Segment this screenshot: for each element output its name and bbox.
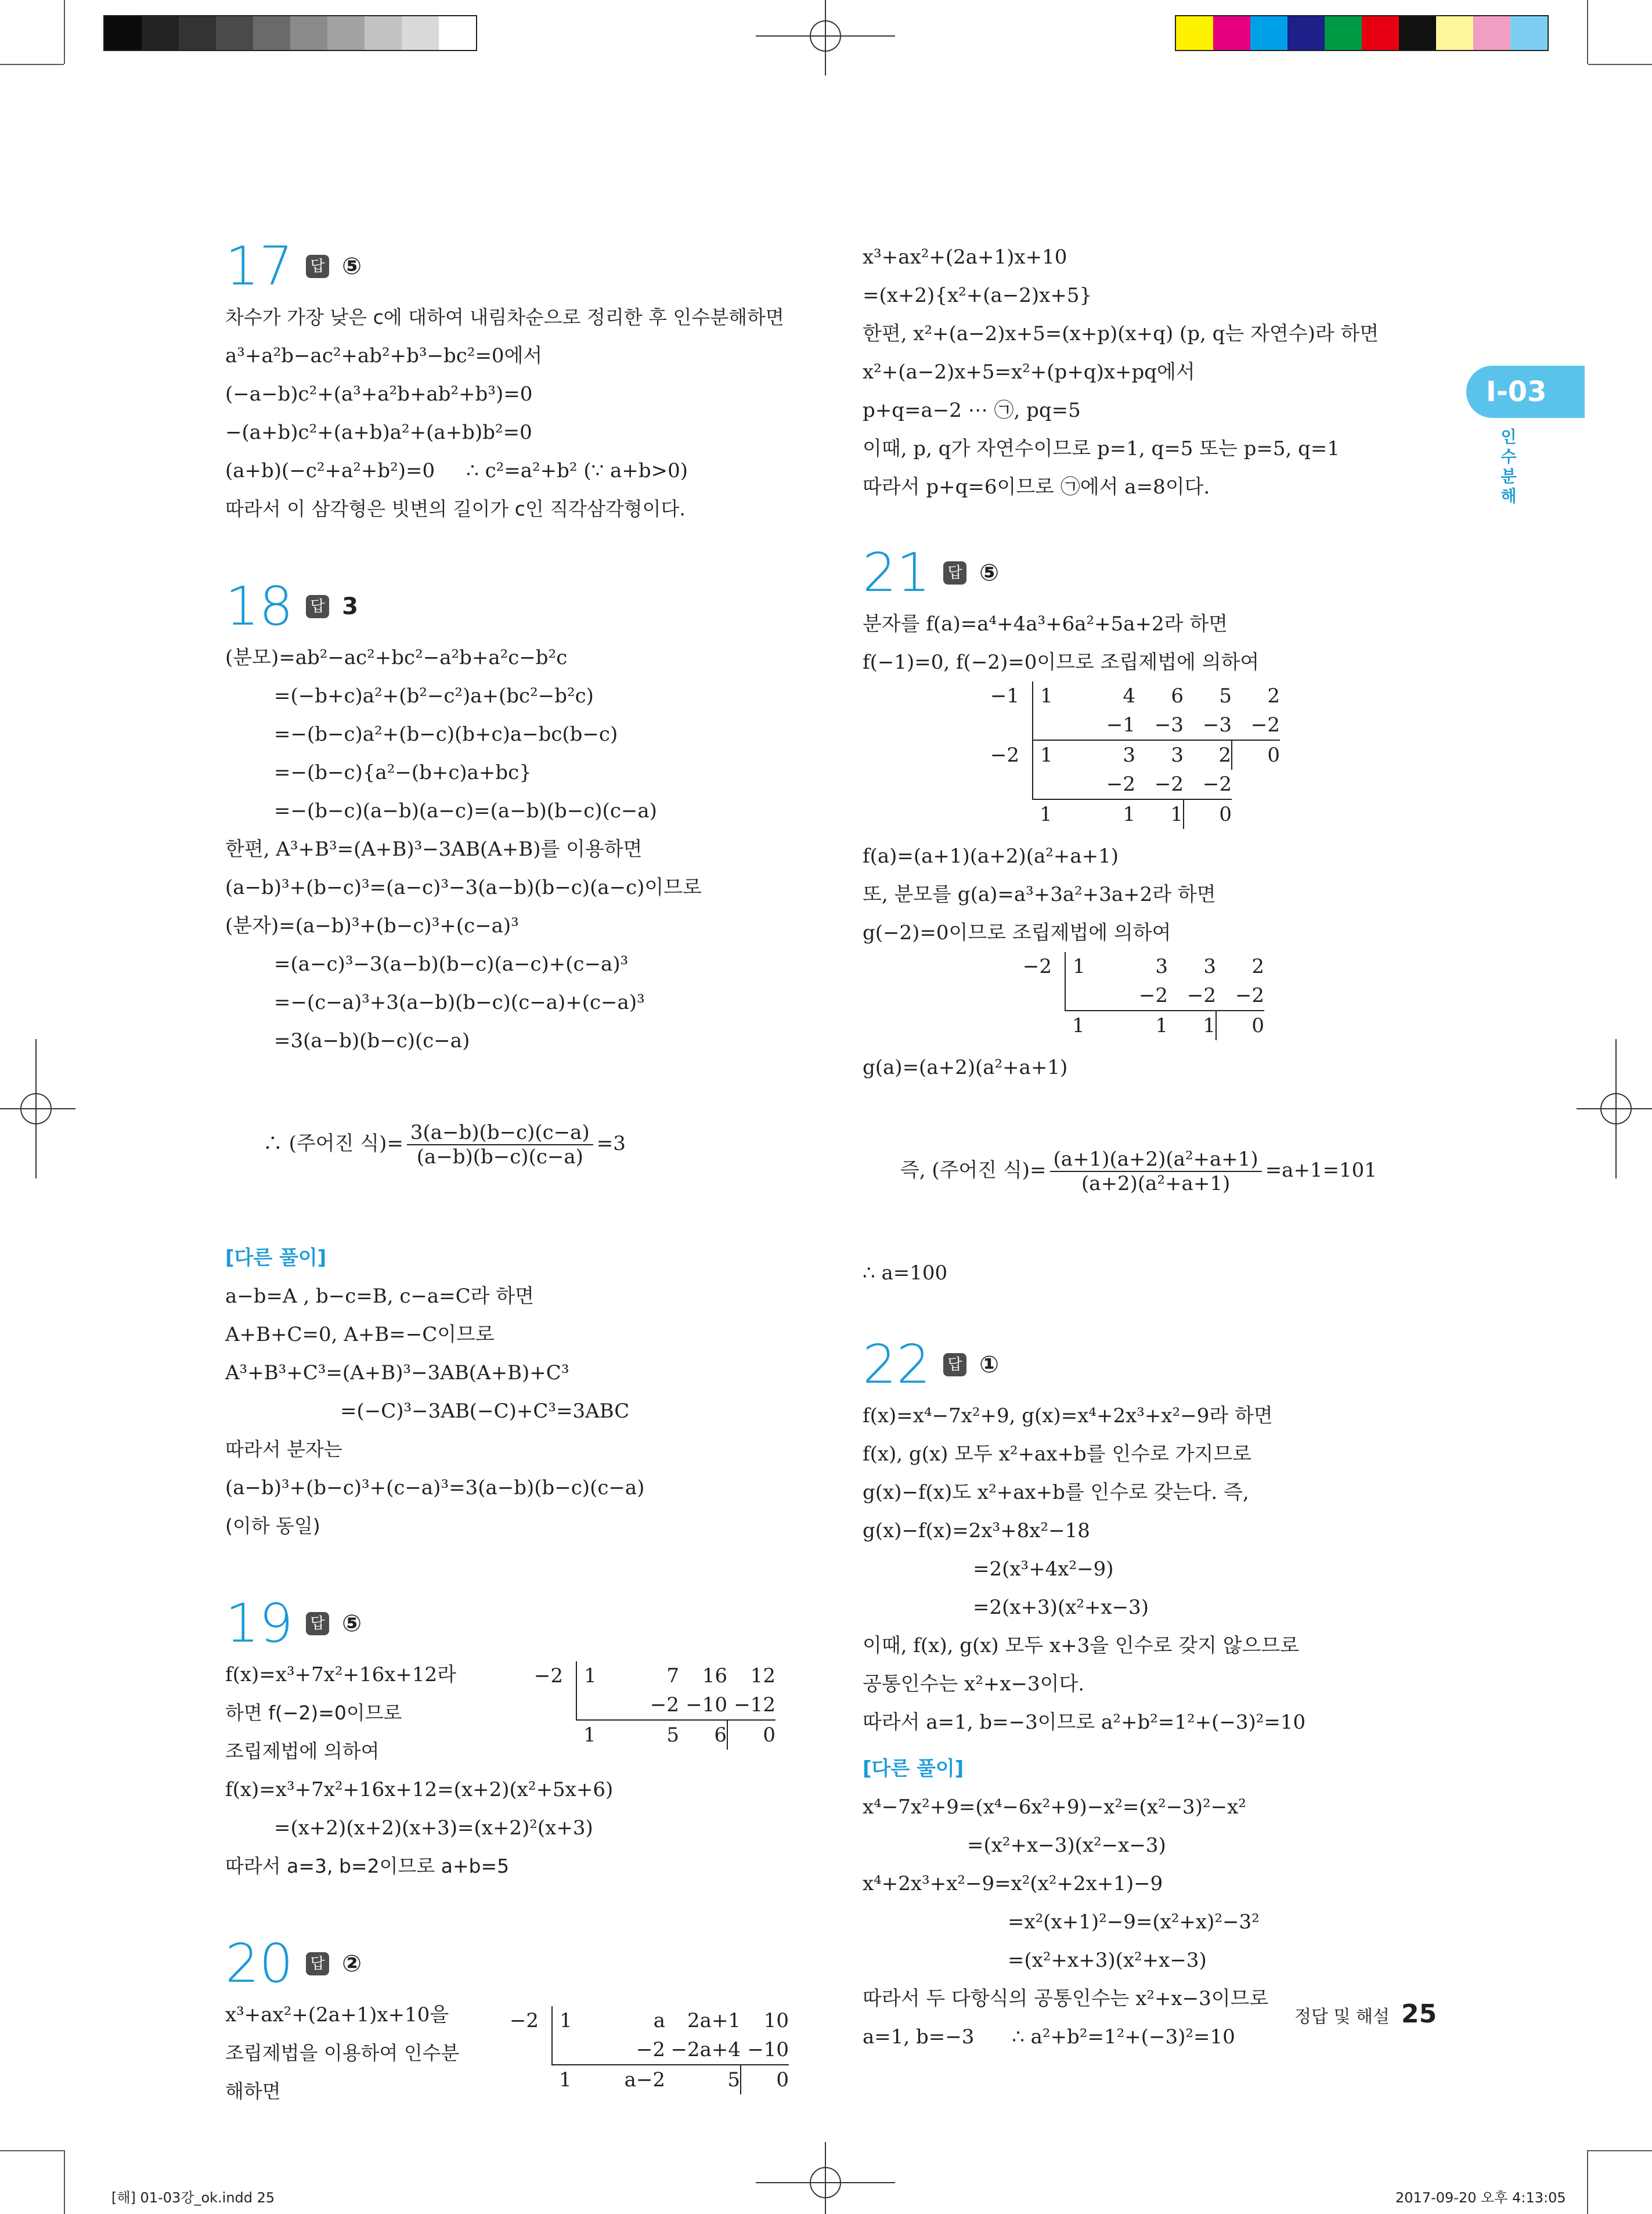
problem-18 [225, 575, 806, 1545]
fraction: $\frac{\text{(a+1)(a+2)(a²+a+1)}}{\text{(a+2)(a²+a+1)}}$ [1050, 1148, 1262, 1195]
problem-number: 21 [863, 542, 931, 604]
crop-mark [1587, 0, 1588, 64]
registration-mark-icon [0, 1039, 81, 1178]
gray-swatch [327, 16, 365, 50]
solution-line: a=1, b=−3 ∴ a²+b²=1²+(−3)²=10 [863, 2025, 1235, 2049]
solution-line: (a+b)(−c²+a²+b²)=0 ∴ c²=a²+b² (∵ a+b>0) [225, 459, 688, 482]
solution-line: 공통인수는 x²+x−3이다. [863, 1672, 1085, 1696]
problem-header [225, 1932, 806, 1996]
solution-line: x⁴+2x³+x²−9=x²(x²+2x+1)−9 [863, 1872, 1163, 1895]
gray-swatch [104, 16, 142, 50]
problem-header [863, 541, 1443, 605]
solution-line: =−(c−a)³+3(a−b)(b−c)(c−a)+(c−a)³ [274, 991, 645, 1014]
alt-solution-title: [다른 풀이] [863, 1757, 964, 1780]
problem-number: 20 [225, 1932, 294, 1995]
solution-line: x³+ax²+(2a+1)x+10을 [225, 2003, 449, 2027]
page-footer [1294, 1999, 1437, 2029]
solution-line: =(x²+x−3)(x²−x−3) [967, 1834, 1166, 1857]
solution-line: 해하면 [225, 2080, 281, 2103]
answer-value: 3 [342, 593, 358, 620]
solution-line: 이때, p, q가 자연수이므로 p=1, q=5 또는 p=5, q=1 [863, 437, 1340, 460]
answer-value: ⑤ [979, 560, 999, 586]
solution-line: f(−1)=0, f(−2)=0이므로 조립제법에 의하여 [863, 651, 1260, 674]
solution-line: =(−b+c)a²+(b²−c²)a+(bc²−b²c) [274, 684, 594, 708]
chapter-tab-label: 인수 분해 [1500, 427, 1517, 506]
color-swatch-bar [1175, 15, 1549, 51]
solution-line: g(x)−f(x)도 x²+ax+b를 인수로 갖는다. 즉, [863, 1481, 1249, 1504]
gray-swatch [142, 16, 179, 50]
color-swatch [1287, 16, 1325, 50]
solution-line: 따라서 p+q=6이므로 ㉠에서 a=8이다. [863, 475, 1210, 499]
fraction-line: ∴ (주어진 식)= $\frac{3(a-b)(b-c)(c-a)}{(a-b)(b-c)(c-a)}$ =3 [262, 1121, 626, 1169]
file-slug-left: [해] 01-03강_ok.indd 25 [111, 2190, 275, 2206]
solution-line: x²+(a−2)x+5=x²+(p+q)x+pq에서 [863, 360, 1195, 384]
solution-line: 따라서 분자는 [225, 1438, 342, 1461]
solution-line: 이때, f(x), g(x) 모두 x+3을 인수로 갖지 않으므로 [863, 1634, 1300, 1657]
problem-number: 19 [225, 1592, 294, 1654]
synthetic-division-table: −2 1 a 2a+1 10 −2 −2a+4 −10 1 a−2 5 0 [498, 2006, 789, 2094]
solution-line: =(x²+x+3)(x²+x−3) [1008, 1949, 1207, 1972]
solution-line: f(a)=(a+1)(a+2)(a²+a+1) [863, 845, 1119, 868]
color-swatch [1473, 16, 1510, 50]
crop-mark [64, 2150, 65, 2214]
solution-line: g(−2)=0이므로 조립제법에 의하여 [863, 921, 1171, 944]
fraction-line: 즉, (주어진 식)= $\frac{\text{(a+1)(a+2)(a²+a+1)}}{\text{(a+2)(a²+a+1)}}$ =a+1=101 [900, 1148, 1377, 1195]
solution-line: =2(x³+4x²−9) [973, 1557, 1114, 1581]
problem-header [225, 575, 806, 639]
right-column [863, 238, 1443, 2056]
gray-swatch [402, 16, 439, 50]
solution-line: f(x)=x³+7x²+16x+12=(x+2)(x²+5x+6) [225, 1778, 614, 1801]
crop-mark [0, 64, 64, 65]
crop-mark [1588, 64, 1652, 65]
answer-badge: 답 [943, 561, 966, 585]
solution-line: =(−C)³−3AB(−C)+C³=3ABC [340, 1400, 630, 1423]
solution-line: 따라서 이 삼각형은 빗변의 길이가 c인 직각삼각형이다. [225, 497, 686, 520]
answer-value: ⑤ [342, 1610, 362, 1637]
answer-value: ⑤ [342, 253, 362, 280]
solution-line: 따라서 a=3, b=2이므로 a+b=5 [225, 1855, 510, 1877]
solution-line: 따라서 두 다항식의 공통인수는 x²+x−3이므로 [863, 1987, 1269, 2010]
solution-line: 하면 f(−2)=0이므로 [225, 1701, 402, 1724]
solution-line: =(a−c)³−3(a−b)(b−c)(a−c)+(c−a)³ [274, 953, 629, 976]
gray-swatch [216, 16, 253, 50]
answer-badge: 답 [943, 1353, 966, 1376]
gray-scale-bar [103, 15, 477, 51]
solution-line: =−(b−c)a²+(b−c)(b+c)a−bc(b−c) [274, 723, 618, 746]
problem-header [225, 1592, 806, 1656]
footer-label: 정답 및 해설 [1294, 2007, 1390, 2027]
problem-22 [863, 1333, 1443, 2056]
gray-swatch [365, 16, 402, 50]
solution-line: 한편, A³+B³=(A+B)³−3AB(A+B)를 이용하면 [225, 838, 643, 861]
problem-17 [225, 235, 806, 528]
fraction: $\frac{3(a-b)(b-c)(c-a)}{(a-b)(b-c)(c-a)}$ [407, 1121, 593, 1169]
answer-badge: 답 [306, 255, 329, 278]
solution-line: 조립제법을 이용하여 인수분 [225, 2042, 460, 2064]
solution-line: =2(x+3)(x²+x−3) [973, 1596, 1149, 1619]
answer-value: ① [979, 1351, 999, 1378]
problem-19 [225, 1592, 806, 1885]
solution-line: (이하 동일) [225, 1515, 320, 1537]
answer-value: ② [342, 1950, 362, 1977]
problem-20 [225, 1932, 806, 2111]
solution-line: g(x)−f(x)=2x³+8x²−18 [863, 1519, 1090, 1542]
problem-number: 18 [225, 575, 294, 637]
gray-swatch [179, 16, 216, 50]
solution-line: f(x)=x⁴−7x²+9, g(x)=x⁴+2x³+x²−9라 하면 [863, 1404, 1273, 1427]
problem-header [863, 1333, 1443, 1397]
solution-line: f(x), g(x) 모두 x²+ax+b를 인수로 가지므로 [863, 1443, 1252, 1466]
color-swatch [1213, 16, 1250, 50]
solution-line: x³+ax²+(2a+1)x+10 [863, 246, 1067, 269]
solution-line: (분모)=ab²−ac²+bc²−a²b+a²c−b²c [225, 646, 568, 669]
synthetic-division-table: −2 1 3 3 2 −2 −2 −2 1 1 1 0 [1011, 952, 1264, 1040]
solution-line: g(a)=(a+2)(a²+a+1) [863, 1056, 1068, 1079]
problem-number: 17 [225, 235, 294, 297]
answer-badge: 답 [306, 1612, 329, 1635]
synthetic-division-table: −1 1 4 6 5 2 −1 −3 −3 −2 −2 1 3 3 2 0 −2 −2 −2 1 1 1 0 [979, 681, 1280, 829]
solution-line: =x²(x+1)²−9=(x²+x)²−3² [1008, 1910, 1260, 1934]
left-column [225, 235, 806, 2111]
problem-20-continued [863, 238, 1443, 506]
color-swatch [1399, 16, 1436, 50]
solution-line: p+q=a−2 ⋯ ㉠, pq=5 [863, 399, 1081, 422]
solution-line: 차수가 가장 낮은 c에 대하여 내림차순으로 정리한 후 인수분해하면 [225, 306, 784, 329]
solution-line: ∴ a=100 [863, 1261, 948, 1285]
solution-line: =(x+2){x²+(a−2)x+5} [863, 284, 1092, 307]
alt-solution-title: [다른 풀이] [225, 1246, 327, 1270]
solution-line: a³+a²b−ac²+ab²+b³−bc²=0에서 [225, 344, 543, 367]
registration-mark-icon [802, 2136, 849, 2214]
gray-swatch [253, 16, 290, 50]
solution-line: (분자)=(a−b)³+(b−c)³+(c−a)³ [225, 914, 519, 937]
solution-line: =−(b−c)(a−b)(a−c)=(a−b)(b−c)(c−a) [274, 799, 657, 823]
gray-swatch [439, 16, 476, 50]
problem-header [225, 235, 806, 298]
solution-line: −(a+b)c²+(a+b)a²+(a+b)b²=0 [225, 421, 532, 444]
crop-mark [1588, 2150, 1652, 2151]
chapter-tab: I-03 [1466, 366, 1585, 418]
answer-badge: 답 [306, 1952, 329, 1975]
solution-line: 분자를 f(a)=a⁴+4a³+6a²+5a+2라 하면 [863, 612, 1228, 636]
page-number: 25 [1401, 1999, 1437, 2029]
crop-mark [0, 2150, 64, 2151]
solution-line: 한편, x²+(a−2)x+5=(x+p)(x+q) (p, q는 자연수)라 하면 [863, 322, 1379, 345]
registration-mark-icon [1571, 1039, 1652, 1178]
file-slug-right: 2017-09-20 오후 4:13:05 [1395, 2190, 1566, 2206]
color-swatch [1325, 16, 1362, 50]
synthetic-division-table: −2 1 7 16 12 −2 −10 −12 1 5 6 0 [522, 1661, 775, 1750]
solution-line: (a−b)³+(b−c)³=(a−c)³−3(a−b)(b−c)(a−c)이므로 [225, 876, 702, 899]
crop-mark [64, 0, 65, 64]
solution-line: A³+B³+C³=(A+B)³−3AB(A+B)+C³ [225, 1361, 569, 1384]
solution-line: x⁴−7x²+9=(x⁴−6x²+9)−x²=(x²−3)²−x² [863, 1795, 1246, 1819]
color-swatch [1250, 16, 1287, 50]
solution-line: a−b=A , b−c=B, c−a=C라 하면 [225, 1285, 535, 1308]
solution-line: =−(b−c){a²−(b+c)a+bc} [274, 761, 532, 784]
color-swatch [1436, 16, 1473, 50]
solution-line: A+B+C=0, A+B=−C이므로 [225, 1323, 495, 1346]
solution-line: =(x+2)(x+2)(x+3)=(x+2)²(x+3) [274, 1816, 593, 1840]
solution-line: (a−b)³+(b−c)³+(c−a)³=3(a−b)(b−c)(c−a) [225, 1476, 645, 1499]
color-swatch [1176, 16, 1213, 50]
answer-badge: 답 [306, 595, 329, 618]
solution-line: 또, 분모를 g(a)=a³+3a²+3a+2라 하면 [863, 883, 1216, 906]
solution-line: 따라서 a=1, b=−3이므로 a²+b²=1²+(−3)²=10 [863, 1711, 1306, 1734]
gray-swatch [290, 16, 327, 50]
solution-line: =3(a−b)(b−c)(c−a) [274, 1029, 470, 1052]
registration-mark-icon [802, 0, 849, 81]
solution-line: f(x)=x³+7x²+16x+12라 [225, 1663, 457, 1686]
solution-line: (−a−b)c²+(a³+a²b+ab²+b³)=0 [225, 383, 533, 406]
crop-mark [1587, 2150, 1588, 2214]
problem-21 [863, 541, 1443, 1292]
color-swatch [1510, 16, 1548, 50]
problem-number: 22 [863, 1333, 931, 1396]
color-swatch [1362, 16, 1399, 50]
solution-line: 조립제법에 의하여 [225, 1740, 380, 1762]
